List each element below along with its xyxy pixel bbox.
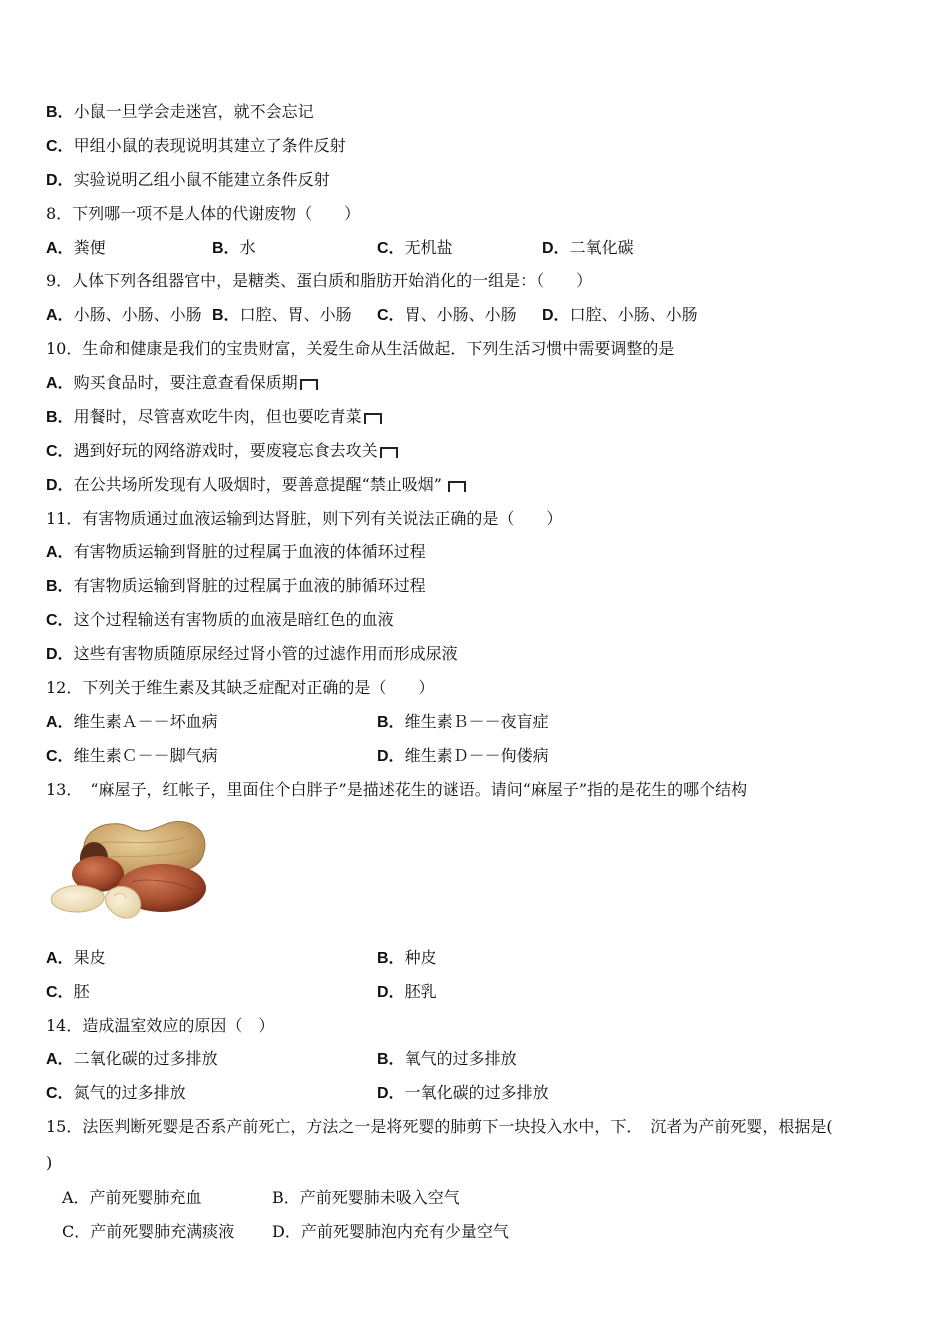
q11-option-d: D．这些有害物质随原尿经过肾小管的过滤作用而形成尿液: [46, 644, 458, 663]
q15-option-b: B．产前死婴肺未吸入空气: [272, 1188, 460, 1207]
q12-option-b: B．维生素Ｂ－－夜盲症: [377, 712, 549, 731]
q10-stem: 10．生命和健康是我们的宝贵财富，关爱生命从生活做起．下列生活习惯中需要调整的是: [46, 339, 675, 358]
q15-option-a: A．产前死婴肺充血: [62, 1188, 202, 1207]
q8-option-b: B．水: [212, 238, 256, 257]
q14-option-c: C．氮气的过多排放: [46, 1083, 186, 1102]
q14-option-d: D．一氧化碳的过多排放: [377, 1083, 549, 1102]
paragraph-mark-icon: [448, 481, 466, 492]
q15-stem-continued: ): [46, 1153, 53, 1172]
q9-option-c: C．胃、小肠、小肠: [377, 305, 517, 324]
q9-option-d: D．口腔、小肠、小肠: [542, 305, 698, 324]
q14-stem: 14．造成温室效应的原因（ ）: [46, 1016, 275, 1035]
q11-option-b: B．有害物质运输到肾脏的过程属于血液的肺循环过程: [46, 576, 426, 595]
q8-option-c: C．无机盐: [377, 238, 453, 257]
paragraph-mark-icon: [300, 379, 318, 390]
peanut-image: [44, 808, 214, 928]
q15-option-c: C．产前死婴肺充满痰液: [62, 1222, 235, 1241]
q14-option-a: A．二氧化碳的过多排放: [46, 1049, 218, 1068]
q10-option-d: D．在公共场所发现有人吸烟时，要善意提醒“禁止吸烟”: [46, 474, 466, 497]
q13-option-b: B．种皮: [377, 948, 437, 967]
q15-option-d: D．产前死婴肺泡内充有少量空气: [272, 1222, 509, 1241]
q10-option-c: C．遇到好玩的网络游戏时，要废寝忘食去攻关: [46, 440, 398, 463]
q8-option-a: A．粪便: [46, 238, 106, 257]
q8-option-d: D．二氧化碳: [542, 238, 634, 257]
q7-option-b: B．小鼠一旦学会走迷宫，就不会忘记: [46, 102, 314, 121]
q12-option-c: C．维生素Ｃ－－脚气病: [46, 746, 218, 765]
q9-option-a: A．小肠、小肠、小肠: [46, 305, 202, 324]
q15-stem: 15．法医判断死婴是否系产前死亡，方法之一是将死婴的肺剪下一块投入水中，下． 沉者为产前死婴，根据是(: [46, 1117, 833, 1136]
q10-option-b: B．用餐时，尽管喜欢吃牛肉，但也要吃青菜: [46, 406, 382, 429]
paragraph-mark-icon: [364, 413, 382, 424]
q13-option-c: C．胚: [46, 982, 90, 1001]
q8-stem: 8．下列哪一项不是人体的代谢废物（ ）: [46, 204, 361, 223]
q11-option-c: C．这个过程输送有害物质的血液是暗红色的血液: [46, 610, 394, 629]
q13-option-a: A．果皮: [46, 948, 106, 967]
q12-option-d: D．维生素Ｄ－－佝偻病: [377, 746, 549, 765]
q11-option-a: A．有害物质运输到肾脏的过程属于血液的体循环过程: [46, 542, 426, 561]
q12-stem: 12．下列关于维生素及其缺乏症配对正确的是（ ）: [46, 678, 435, 697]
q9-option-b: B．口腔、胃、小肠: [212, 305, 352, 324]
q9-stem: 9．人体下列各组器官中，是糖类、蛋白质和脂肪开始消化的一组是：（ ）: [46, 271, 593, 290]
q7-option-d: D．实验说明乙组小鼠不能建立条件反射: [46, 170, 330, 189]
q13-stem: 13． “麻屋子，红帐子，里面住个白胖子”是描述花生的谜语。请问“麻屋子”指的是花生的哪个结构: [46, 780, 748, 799]
q11-stem: 11．有害物质通过血液运输到达肾脏，则下列有关说法正确的是（ ）: [46, 509, 563, 528]
q13-option-d: D．胚乳: [377, 982, 437, 1001]
q12-option-a: A．维生素Ａ－－坏血病: [46, 712, 218, 731]
q10-option-a: A．购买食品时，要注意查看保质期: [46, 372, 318, 395]
q7-option-c: C．甲组小鼠的表现说明其建立了条件反射: [46, 136, 346, 155]
q14-option-b: B．氧气的过多排放: [377, 1049, 517, 1068]
paragraph-mark-icon: [380, 447, 398, 458]
